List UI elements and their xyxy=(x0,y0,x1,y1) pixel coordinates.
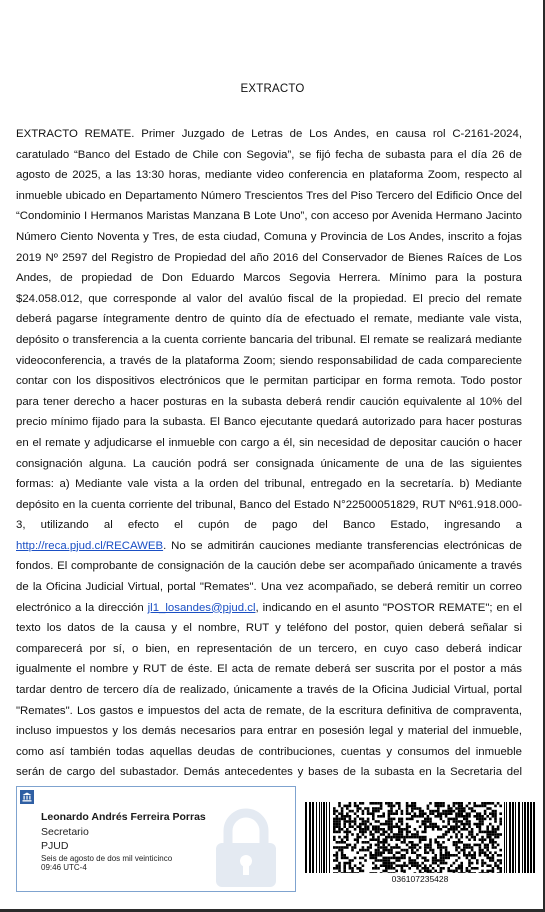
body-segment-2: . No se admitirán cauciones mediante transferencias electrónicas de fondos. El comprobante de consignación de la caución debe ser acompañado únicamente a través de la Oficina Judicial Virtual, portal "Remates". Una vez acompañado, se deberá remitir un correo electrónico a la dirección xyxy=(16,539,522,614)
barcode-image xyxy=(305,802,535,873)
electronic-signature-card xyxy=(16,786,296,892)
document-title: EXTRACTO xyxy=(240,83,305,95)
institution-icon xyxy=(20,790,34,804)
signer-name: Leonardo Andrés Ferreira Porras xyxy=(41,811,206,823)
body-segment-1: EXTRACTO REMATE. Primer Juzgado de Letras de Los Andes, en causa rol C-2161-2024, caratulado “Banco del Estado de Chile con Segovia”, se fijó fecha de subasta para el día 26 de agosto de 2025, a las 13:30 horas, mediante video conferencia en plataforma Zoom, respecto al inmueble ubicado en Departamento Número Trescientos Tres del Piso Tercero del Edificio Once del “Condominio I Hermanos Maristas Manzana B Lote Uno”, con acceso por Avenida Hermano Jacinto Número Ciento Noventa y Tres, de esta ciudad, Comuna y Provincia de Los Andes, inscrito a fojas 2019 Nº 2597 del Registro de Propiedad del año 2016 del Conservador de Bienes Raíces de Los Andes, de propiedad de Don Eduardo Marcos Segovia Herrera. Mínimo para la postura $24.058.012, que corresponde al valor del avalúo fiscal de la propiedad. El precio del remate deberá pagarse íntegramente dentro de quinto día de efectuado el remate, mediante vale vista, depósito o transferencia a la cuenta corriente bancaria del tribunal. El remate se realizará mediante videoconferencia, a través de la plataforma Zoom; siendo responsabilidad de cada compareciente contar con los dispositivos electrónicos que le permitan participar en forma remota. Todo postor para tener derecho a hacer posturas en la subasta deberá rendir caución equivalente al 10% del precio mínimo fijado para la subasta. El Banco ejecutante quedará autorizado para hacer posturas en el remate y adjudicarse el inmueble con cargo a él, sin necesidad de depositar caución o hacer consignación alguna. La caución podrá ser consignada únicamente de una de las siguientes formas: a) Mediante vale vista a la orden del tribunal, entregado en la secretaría. b) Mediante depósito en la cuenta corriente del tribunal, Banco del Estado N°22500051829, RUT Nº61.918.000-3, utilizando al efecto el cupón de pago del Banco Estado, ingresando a xyxy=(16,128,522,532)
signature-time-text: 09:46 UTC-4 xyxy=(41,863,87,872)
body-segment-3: , indicando en el asunto "POSTOR REMATE"; en el texto los datos de la causa y el nombre, RUT y teléfono del postor, quien deberá señalar si comparecerá por sí, o bien, en representación de un tercero, en cuyo caso deberá indicar igualmente el nombre y RUT de éste. El acta de remate deberá ser suscrita por el postor a más tardar dentro de tercero día de realizado, únicamente a través de la Oficina Judicial Virtual, portal "Remates". Los gastos e impuestos del acta de remate, de la escritura definitiva de compraventa, incluso impuestos y los demás necesarios para entrar en posesión legal y material del inmueble, como así también todas aquellas deudas de contribuciones, cuentas y consumos del inmueble serán de cargo del subastador. Demás antecedentes y bases de la subasta en la Secretaria del xyxy=(16,601,522,779)
signer-role: Secretario xyxy=(41,826,89,838)
lock-icon xyxy=(210,807,282,887)
signature-date xyxy=(41,854,211,872)
barcode-number: 036107235428 xyxy=(391,874,449,884)
email-link[interactable]: jl1_losandes@pjud.cl xyxy=(147,601,256,614)
document-body xyxy=(16,124,522,804)
signature-date-text: Seis de agosto de dos mil veinticinco xyxy=(41,854,173,863)
recaweb-link[interactable]: http://reca.pjud.cl/RECAWEB xyxy=(16,539,164,552)
signer-organization: PJUD xyxy=(41,840,69,852)
